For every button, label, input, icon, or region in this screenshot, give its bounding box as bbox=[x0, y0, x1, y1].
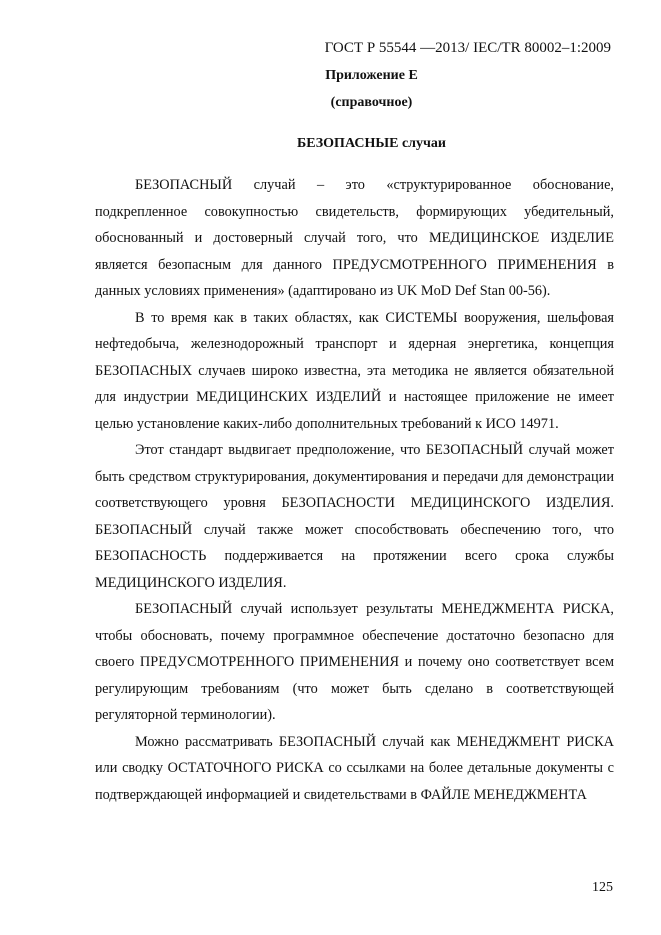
paragraph-2: В то время как в таких областях, как СИСТЕМЫ вооружения, шельфовая нефтедобыча, железнодорожный транспорт и ядерная энергетика, концепция БЕЗОПАСНЫХ случаев широко известна, эта методика не является обязательной для индустрии МЕДИЦИНСКИХ ИЗДЕЛИЙ и настоящее приложение не имеет целью установление каких-либо дополнительных требований к ИСО 14971. bbox=[95, 309, 614, 432]
section-title: БЕЗОПАСНЫЕ случаи bbox=[297, 136, 446, 151]
annex-title: Приложение Е bbox=[325, 68, 418, 83]
paragraph-4: БЕЗОПАСНЫЙ случай использует результаты МЕНЕДЖМЕНТА РИСКА, чтобы обосновать, почему программное обеспечение достаточно безопасно для своего ПРЕДУСМОТРЕННОГО ПРИМЕНЕНИЯ и почему оно соответствует всем регулирующим требованиям (что может быть сделано в соответствующей регуляторной терминологии). bbox=[95, 601, 614, 723]
paragraph-1: БЕЗОПАСНЫЙ случай – это «структурированное обоснование, подкрепленное совокупностью свидетельств, формирующих убедительный, обоснованный и достоверный случай того, что МЕДИЦИНСКОЕ ИЗДЕЛИЕ является безопасным для данного ПРЕДУСМОТРЕННОГО ПРИМЕНЕНИЯ в данных условиях применения» (адаптировано из UK MoD Def Stan 00-56). bbox=[95, 177, 614, 299]
page-number: 125 bbox=[592, 880, 613, 895]
paragraph-3: Этот стандарт выдвигает предположение, что БЕЗОПАСНЫЙ случай может быть средством структурирования, документирования и передачи для демонстрации соответствующего уровня БЕЗОПАСНОСТИ МЕДИЦИНСКОГО ИЗДЕЛИЯ. БЕЗОПАСНЫЙ случай также может способствовать обеспечению того, что БЕЗОПАСНОСТЬ поддерживается на протяжении всего срока службы МЕДИЦИНСКОГО ИЗДЕЛИЯ. bbox=[95, 442, 614, 591]
annex-subtitle: (справочное) bbox=[330, 95, 413, 110]
document-code-header: ГОСТ Р 55544 —2013/ IEC/TR 80002–1:2009 bbox=[324, 40, 611, 56]
paragraph-5: Можно рассматривать БЕЗОПАСНЫЙ случай как МЕНЕДЖМЕНТ РИСКА или сводку ОСТАТОЧНОГО РИСКА со ссылками на более детальные документы с подтверждающей информацией и свидетельствами в ФАЙЛЕ МЕНЕДЖМЕНТА bbox=[95, 733, 614, 803]
body-text bbox=[95, 172, 614, 808]
